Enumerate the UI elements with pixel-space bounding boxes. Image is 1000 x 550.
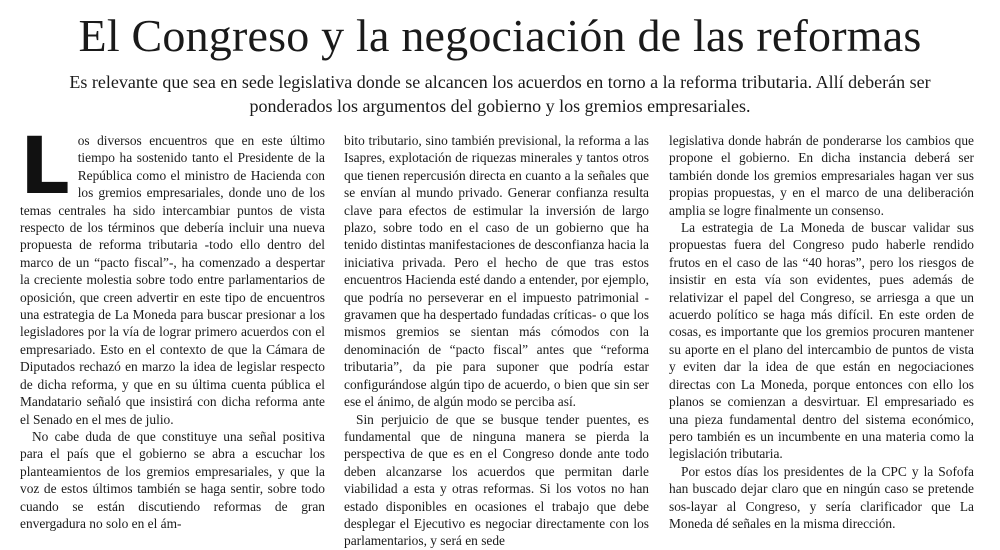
drop-cap: L [20,122,70,212]
body-column-1 [20,122,325,531]
body-paragraph: legislativa donde habrán de ponderarse los cambios que propone el gobierno. En dicha instancia deberá ser también donde los gremios empresariales hagan ver sus propias propuestas, y en el marco de una deliberación amplia se logre finalmente un consenso. [669,133,974,218]
body-paragraph: La estrategia de La Moneda de buscar validar sus propuestas fuera del Congreso pudo haberle rendido frutos en el caso de las “40 horas”, pero los riesgos de insistir en esta vía son evidentes, pues además de relativizar el papel del Congreso, se arriesga a que un acuerdo político se haga más difícil. En este orden de cosas, es importante que los gremios procuren mantener su aporte en el plano del intercambio de puntos de vista y eviten dar la idea de que están en negociaciones directas con La Moneda, porque entonces con ello los planos se comienzan a desvirtuar. El empresariado es una pieza fundamental dentro del sistema económico, pero también es un incumbente en una materia como la legislación tributaria. [669,220,974,462]
body-paragraph: Los diversos encuentros que en este último tiempo ha sostenido tanto el Presidente de la República como el ministro de Hacienda con los gremios empresariales, donde uno de los temas centrales ha sido intercambiar puntos de vista respecto de los términos que debería incluir una nueva propuesta de reforma tributaria -todo ello dentro del marco de un “pacto fiscal”-, ha comenzado a despertar la creciente molestia sobre todo entre parlamentarios de oposición, que creen advertir en este tipo de encuentros una estrategia de La Moneda para buscar presionar a los legisladores por la vía de lograr primero acuerdos con el empresariado. Esto en el contexto de que la Cámara de Diputados rechazó en marzo la idea de legislar respecto de dicha reforma, y que en su última cuenta pública el Mandatario señaló que insistirá con dicha reforma ante el Senado en el mes de julio. [20,122,325,427]
body-paragraph: No cabe duda de que constituye una señal positiva para el país que el gobierno se abra a escuchar los planteamientos de los gremios empresariales, y que la voz de estos últimos también se haga sentir, sobre todo cuando se están discutiendo reformas de gran envergadura no solo en el ám- [20,428,325,531]
headline: El Congreso y la negociación de las reformas [78,10,922,61]
body-paragraph: bito tributario, sino también previsional, la reforma a las Isapres, explotación de riquezas minerales y tantos otros que tienen repercusión directa en cuanto a la señales que se envían al mundo privado. Generar confianza resulta clave para efectos de estimular la inversión de largo plazo, sobre todo en el caso de un gobierno que ha tenido distintas manifestaciones de desconfianza hacia la iniciativa privada. Pero el hecho de que tras estos encuentros Hacienda esté dando a entender, por ejemplo, que podría no perseverar en el impuesto patrimonial -gravamen que ha despertado fundadas críticas- o que los mismos gremios se sientan más cómodos con la denominación de “pacto fiscal” antes que “reforma tributaria”, da pie para suponer que podría estar configurándose algún tipo de acuerdo, o bien que sin ser ese el ánimo, de algún modo se perciba así. [344,133,649,410]
body-column-2 [344,132,649,549]
body-column-3 [669,132,974,531]
subheadline: Es relevante que sea en sede legislativa donde se alcancen los acuerdos en torno a la reforma tributaria. Allí deberán ser ponderados los argumentos del gobierno y los gremios empresariales. [69,72,931,116]
body-paragraph: Por estos días los presidentes de la CPC y la Sofofa han buscado dejar claro que en ningún caso se pretende sos-layar al Congreso, y sería clarificador que La Moneda dé señales en la misma dirección. [669,463,974,531]
body-paragraph: Sin perjuicio de que se busque tender puentes, es fundamental que de ninguna manera se pierda la perspectiva de que es en el Congreso donde ante todo deben alcanzarse los acuerdos que permitan darle viabilidad a esta y otras reformas. Si los votos no han estado disponibles en ocasiones el trabajo que debe desplegar el Ejecutivo es negociar directamente con los parlamentarios, y será en sede [344,411,649,549]
